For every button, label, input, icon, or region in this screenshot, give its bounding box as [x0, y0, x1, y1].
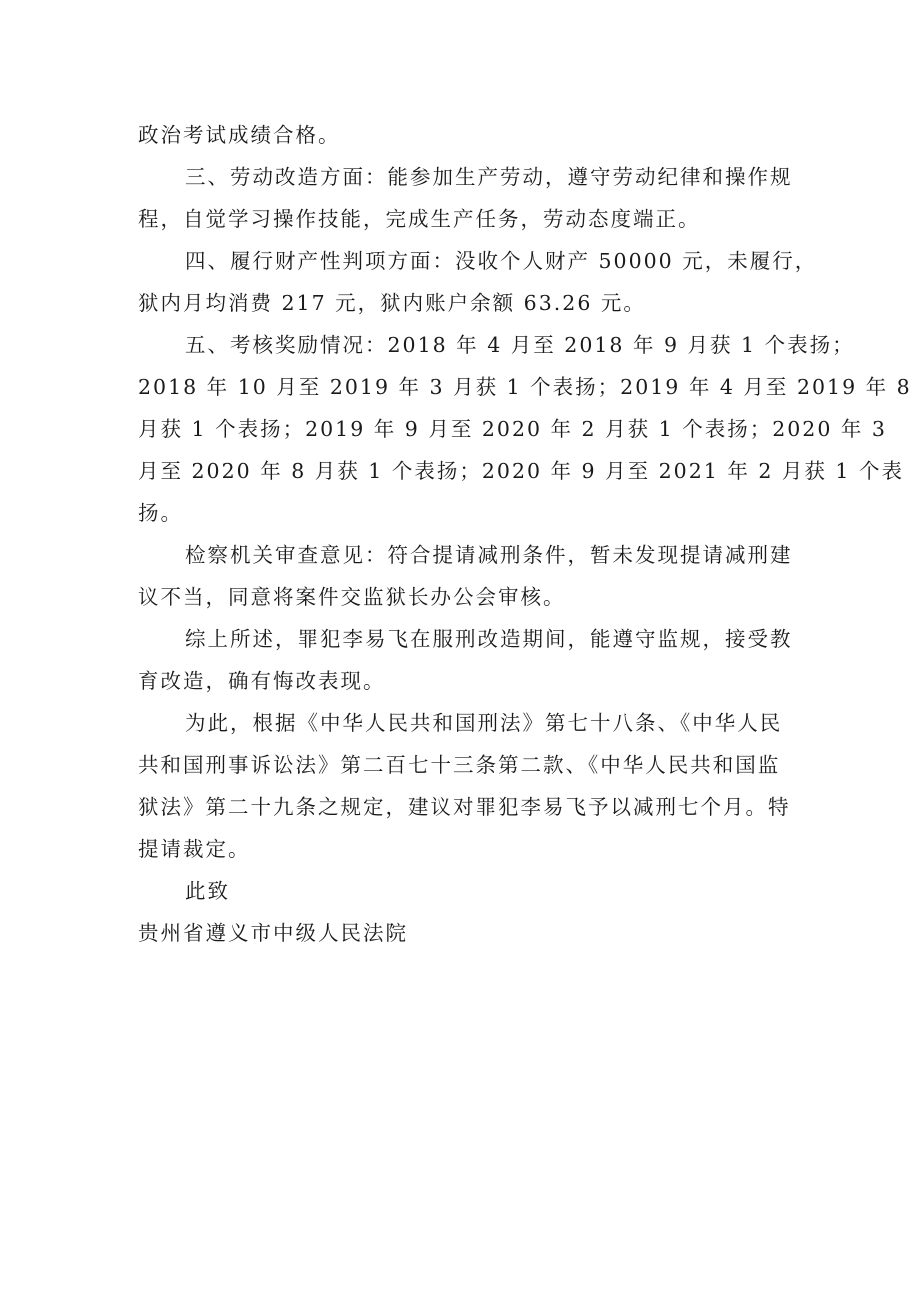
text-line: 检察机关审查意见：符合提请减刑条件，暂未发现提请减刑建 — [185, 543, 793, 567]
text-line: 五、考核奖励情况：2018 年 4 月至 2018 年 9 月获 1 个表扬； — [185, 333, 855, 357]
text-line: 共和国刑事诉讼法》第二百七十三条第二款、《中华人民共和国监 — [138, 753, 781, 777]
text-line: 2018 年 10 月至 2019 年 3 月获 1 个表扬；2019 年 4 月至 2019 年 8 — [138, 375, 912, 399]
text-line: 提请裁定。 — [138, 837, 251, 861]
text-line: 政治考试成绩合格。 — [138, 123, 341, 147]
text-line: 月至 2020 年 8 月获 1 个表扬；2020 年 9 月至 2021 年 2 月获 1 个表 — [138, 459, 904, 483]
text-line: 育改造，确有悔改表现。 — [138, 669, 386, 693]
text-line: 综上所述，罪犯李易飞在服刑改造期间，能遵守监规，接受教 — [185, 627, 793, 651]
text-line: 扬。 — [138, 501, 183, 525]
recipient-court: 贵州省遵义市中级人民法院 — [138, 921, 408, 945]
text-line: 四、履行财产性判项方面：没收个人财产 50000 元，未履行， — [185, 249, 818, 273]
text-line: 狱法》第二十九条之规定，建议对罪犯李易飞予以减刑七个月。特 — [138, 795, 791, 819]
text-line: 月获 1 个表扬；2019 年 9 月至 2020 年 2 月获 1 个表扬；2020 年 3 — [138, 417, 887, 441]
closing-salutation: 此致 — [185, 879, 230, 903]
text-line: 狱内月均消费 217 元，狱内账户余额 63.26 元。 — [138, 291, 646, 315]
text-line: 议不当，同意将案件交监狱长办公会审核。 — [138, 585, 566, 609]
text-line: 程，自觉学习操作技能，完成生产任务，劳动态度端正。 — [138, 207, 701, 231]
document-body — [138, 114, 912, 954]
text-line: 为此，根据《中华人民共和国刑法》第七十八条、《中华人民 — [185, 711, 783, 735]
text-line: 三、劳动改造方面：能参加生产劳动，遵守劳动纪律和操作规 — [185, 165, 793, 189]
